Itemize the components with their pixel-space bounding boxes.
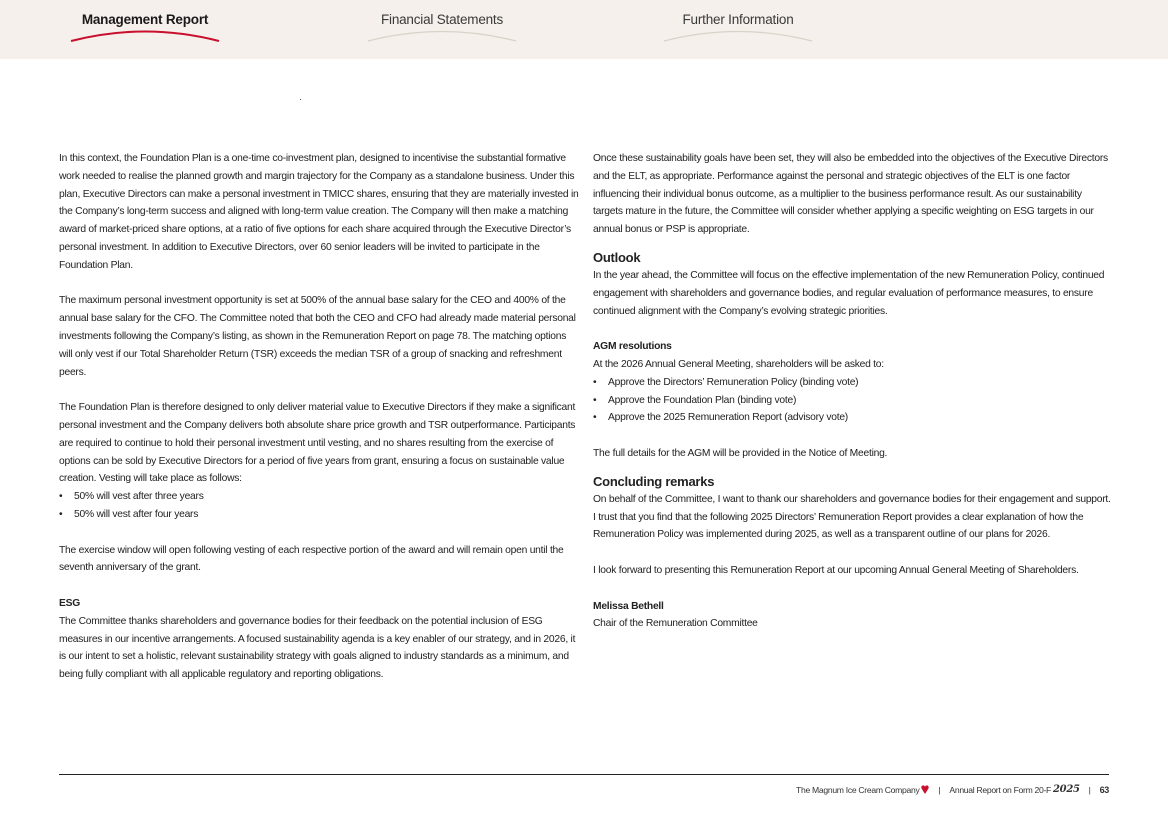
tab-financial-statements[interactable] — [362, 0, 522, 59]
tab-label: Financial Statements — [380, 12, 504, 27]
paragraph: The full details for the AGM will be provided in the Notice of Meeting. — [593, 447, 888, 459]
tab-label: Further Information — [682, 12, 794, 27]
company-name: The Magnum Ice Cream Company — [796, 784, 920, 795]
heart-icon — [921, 785, 929, 794]
page-footer — [796, 784, 1109, 795]
paragraph: At the 2026 Annual General Meeting, shareholders will be asked to: — [593, 358, 884, 370]
list-item: • 50% will vest after three years — [59, 488, 579, 506]
report-year: 2025 — [1053, 784, 1080, 795]
paragraph: On behalf of the Committee, I want to thank our shareholders and governance bodies for their engagement and support. I trust that you find that the following 2025 Directors’ Remuneration Report provides a clear explanation of how the Remuneration Policy was implemented during 2025, as well as a transparent outline of our plans for 2026. — [593, 493, 1111, 541]
list-item: • Approve the Foundation Plan (binding vote) — [593, 392, 1113, 410]
signatory-title: Chair of the Remuneration Committee — [593, 618, 758, 630]
vesting-list — [59, 488, 579, 524]
tab-underline — [658, 28, 818, 44]
separator: | — [938, 784, 941, 795]
tab-label: Management Report — [81, 12, 209, 27]
paragraph: The Committee thanks shareholders and governance bodies for their feedback on the potential inclusion of ESG measures in our incentive arrangements. A focused sustainability agenda is a key enabler of our strategy, and in 2026, it is our intent to set a holistic, relevant sustainability strategy with goals aligned to industry standards as a minimum, and being fully compliant with all applicable regulatory and reporting obligations. — [59, 615, 576, 681]
tab-management-report[interactable] — [65, 0, 225, 59]
concluding-heading: Concluding remarks — [593, 473, 715, 489]
list-item: • Approve the 2025 Remuneration Report (advisory vote) — [593, 409, 1113, 427]
stray-dot — [300, 99, 301, 100]
tab-underline — [362, 28, 522, 44]
paragraph: The Foundation Plan is therefore designed to only deliver material value to Executive Directors if they make a significant personal investment and the Company delivers both absolute share price growth and TSR outperformance. Participants are required to continue to hold their personal investment until vesting, and no shares resulting from the exercise of options can be sold by Executive Directors for a period of five years from grant, ensuring a focus on sustainable value creation. Vesting will take place as follows: — [59, 402, 576, 485]
right-column — [593, 150, 1113, 633]
left-column — [59, 150, 579, 684]
esg-heading: ESG — [59, 597, 80, 609]
page-number: 63 — [1099, 784, 1109, 795]
tab-underline-active — [65, 28, 225, 44]
paragraph: In the year ahead, the Committee will focus on the effective implementation of the new Remuneration Policy, continued engagement with shareholders and governance bodies, and regular evaluation of performance measures, to ensure continued alignment with the Company’s evolving strategic priorities. — [593, 269, 1105, 317]
resolutions-list — [593, 374, 1113, 427]
signatory-name: Melissa Bethell — [593, 600, 664, 612]
top-navigation — [0, 0, 1168, 59]
tab-further-information[interactable] — [658, 0, 818, 59]
list-item: • Approve the Directors’ Remuneration Policy (binding vote) — [593, 374, 1113, 392]
report-title: Annual Report on Form 20-F — [949, 784, 1051, 795]
paragraph: I look forward to presenting this Remuneration Report at our upcoming Annual General Meeting of Shareholders. — [593, 564, 1079, 576]
list-item: • 50% will vest after four years — [59, 506, 579, 524]
paragraph: The exercise window will open following vesting of each respective portion of the award and will remain open until the seventh anniversary of the grant. — [59, 544, 564, 574]
separator: | — [1088, 784, 1091, 795]
paragraph: Once these sustainability goals have been set, they will also be embedded into the objectives of the Executive Directors and the ELT, as appropriate. Performance against the personal and strategic objectives of the ELT is one factor influencing their individual bonus outcome, as a multiplier to the business performance result. As our sustainability targets mature in the future, the Committee will consider whether applying a specific weighting on ESG targets in our annual bonus or PSP is appropriate. — [593, 153, 1108, 236]
paragraph: The maximum personal investment opportunity is set at 500% of the annual base salary for the CEO and 400% of the annual base salary for the CFO. The Committee noted that both the CEO and CFO had already made material personal investments following the Company’s listing, as shown in the Remuneration Report on page 78. The matching options will only vest if our Total Shareholder Return (TSR) exceeds the median TSR of a group of snacking and refreshment peers. — [59, 295, 576, 378]
paragraph: In this context, the Foundation Plan is a one-time co-investment plan, designed to incentivise the substantial formative work needed to realise the planned growth and margin trajectory for the Company as a standalone business. Under this plan, Executive Directors can make a personal investment in TMICC shares, ensuring that they are materially invested in the Company’s long-term success and aligned with long-term value creation. The Company will then make a matching award of market-priced share options, at a ratio of five options for each share acquired through the Executive Director’s personal investment. In addition to Executive Directors, over 60 senior leaders will be invited to participate in the Foundation Plan. — [59, 153, 579, 271]
footer-rule — [59, 774, 1109, 775]
agm-heading: AGM resolutions — [593, 341, 672, 353]
outlook-heading: Outlook — [593, 249, 641, 265]
